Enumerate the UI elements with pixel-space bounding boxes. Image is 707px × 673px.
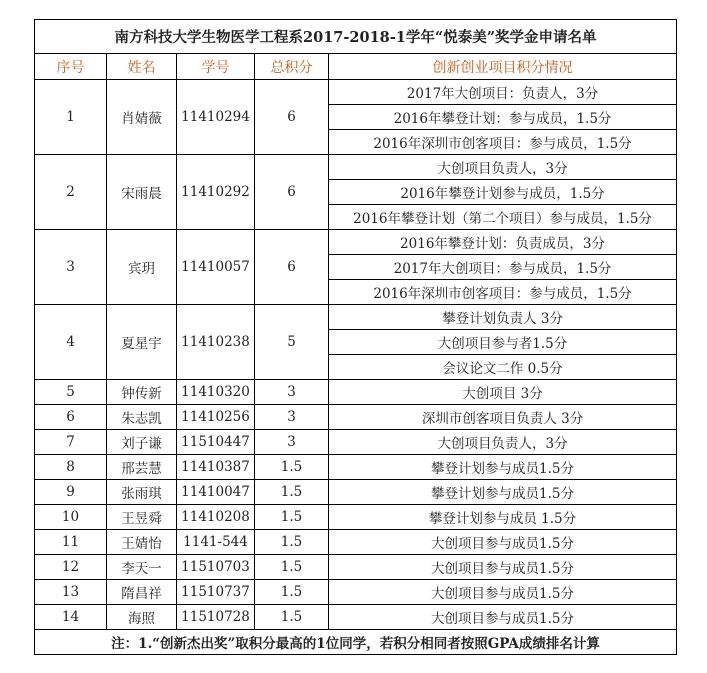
row-number: 2	[35, 155, 107, 230]
student-id: 11510447	[177, 430, 255, 455]
project-detail: 大创项目参与成员1.5分	[329, 555, 677, 580]
row-number: 8	[35, 455, 107, 480]
table-row	[35, 80, 677, 105]
student-name: 宾玥	[107, 230, 177, 305]
award-table	[34, 19, 677, 655]
student-name: 钟传新	[107, 380, 177, 405]
header-total-score: 总积分	[255, 54, 329, 80]
total-score: 1.5	[255, 580, 329, 605]
table-row	[35, 555, 677, 580]
table-row	[35, 455, 677, 480]
student-id: 11410238	[177, 305, 255, 380]
row-number: 4	[35, 305, 107, 380]
table-row	[35, 605, 677, 630]
total-score: 1.5	[255, 555, 329, 580]
student-name: 朱志凯	[107, 405, 177, 430]
project-detail: 大创项目参与成员1.5分	[329, 530, 677, 555]
total-score: 3	[255, 380, 329, 405]
footnote: 注：1.“创新杰出奖”取积分最高的1位同学，若积分相同者按照GPA成绩排名计算	[35, 630, 677, 655]
student-name: 王昱舜	[107, 505, 177, 530]
project-detail: 大创项目参与成员1.5分	[329, 580, 677, 605]
project-detail: 2016年深圳市创客项目：参与成员，1.5分	[329, 130, 677, 155]
student-id: 11410047	[177, 480, 255, 505]
table-row	[35, 155, 677, 180]
table-row	[35, 480, 677, 505]
student-id: 11410256	[177, 405, 255, 430]
header-student-id: 学号	[177, 54, 255, 80]
row-number: 11	[35, 530, 107, 555]
table-row	[35, 230, 677, 255]
student-name: 邢芸慧	[107, 455, 177, 480]
student-name: 刘子谦	[107, 430, 177, 455]
row-number: 12	[35, 555, 107, 580]
total-score: 6	[255, 230, 329, 305]
row-number: 1	[35, 80, 107, 155]
project-detail: 2016年攀登计划：参与成员，1.5分	[329, 105, 677, 130]
total-score: 1.5	[255, 455, 329, 480]
project-detail: 2016年深圳市创客项目：参与成员，1.5分	[329, 280, 677, 305]
table-row	[35, 430, 677, 455]
project-detail: 攀登计划参与成员 1.5分	[329, 505, 677, 530]
student-id: 11410292	[177, 155, 255, 230]
table-row	[35, 380, 677, 405]
project-detail: 大创项目 3分	[329, 380, 677, 405]
student-id: 11410057	[177, 230, 255, 305]
project-detail: 深圳市创客项目负责人 3分	[329, 405, 677, 430]
student-id: 11410294	[177, 80, 255, 155]
note-row	[35, 630, 677, 655]
student-id: 11410320	[177, 380, 255, 405]
table-row	[35, 305, 677, 330]
project-detail: 2016年攀登计划参与成员，1.5分	[329, 180, 677, 205]
student-name: 李天一	[107, 555, 177, 580]
student-name: 宋雨晨	[107, 155, 177, 230]
title-row	[35, 20, 677, 54]
row-number: 5	[35, 380, 107, 405]
table-row	[35, 530, 677, 555]
header-project-details: 创新创业项目积分情况	[329, 54, 677, 80]
project-detail: 大创项目参与成员1.5分	[329, 605, 677, 630]
student-id: 11410387	[177, 455, 255, 480]
total-score: 1.5	[255, 605, 329, 630]
total-score: 6	[255, 155, 329, 230]
row-number: 10	[35, 505, 107, 530]
row-number: 3	[35, 230, 107, 305]
project-detail: 大创项目参与者1.5分	[329, 330, 677, 355]
header-row	[35, 54, 677, 80]
row-number: 6	[35, 405, 107, 430]
total-score: 1.5	[255, 530, 329, 555]
total-score: 1.5	[255, 480, 329, 505]
total-score: 5	[255, 305, 329, 380]
total-score: 1.5	[255, 505, 329, 530]
student-id: 11410208	[177, 505, 255, 530]
total-score: 6	[255, 80, 329, 155]
project-detail: 2017年大创项目：负责人，3分	[329, 80, 677, 105]
row-number: 14	[35, 605, 107, 630]
student-id: 11510728	[177, 605, 255, 630]
row-number: 7	[35, 430, 107, 455]
project-detail: 2016年攀登计划：负责成员，3分	[329, 230, 677, 255]
table-row	[35, 505, 677, 530]
project-detail: 2017年大创项目：参与成员，1.5分	[329, 255, 677, 280]
row-number: 9	[35, 480, 107, 505]
award-list-sheet	[34, 19, 677, 655]
project-detail: 会议论文二作 0.5分	[329, 355, 677, 380]
student-id: 11510737	[177, 580, 255, 605]
student-name: 张雨琪	[107, 480, 177, 505]
student-id: 1141-544	[177, 530, 255, 555]
project-detail: 大创项目负责人，3分	[329, 155, 677, 180]
project-detail: 攀登计划负责人 3分	[329, 305, 677, 330]
total-score: 3	[255, 430, 329, 455]
table-row	[35, 405, 677, 430]
table-row	[35, 580, 677, 605]
header-name: 姓名	[107, 54, 177, 80]
student-name: 海照	[107, 605, 177, 630]
student-name: 夏星宇	[107, 305, 177, 380]
header-no: 序号	[35, 54, 107, 80]
project-detail: 2016年攀登计划（第二个项目）参与成员，1.5分	[329, 205, 677, 230]
total-score: 3	[255, 405, 329, 430]
student-name: 隋昌祥	[107, 580, 177, 605]
row-number: 13	[35, 580, 107, 605]
project-detail: 大创项目负责人，3分	[329, 430, 677, 455]
project-detail: 攀登计划参与成员1.5分	[329, 480, 677, 505]
sheet-title: 南方科技大学生物医学工程系2017-2018-1学年“悦泰美”奖学金申请名单	[35, 20, 677, 54]
student-name: 王婧怡	[107, 530, 177, 555]
student-id: 11510703	[177, 555, 255, 580]
project-detail: 攀登计划参与成员1.5分	[329, 455, 677, 480]
student-name: 肖婧薇	[107, 80, 177, 155]
